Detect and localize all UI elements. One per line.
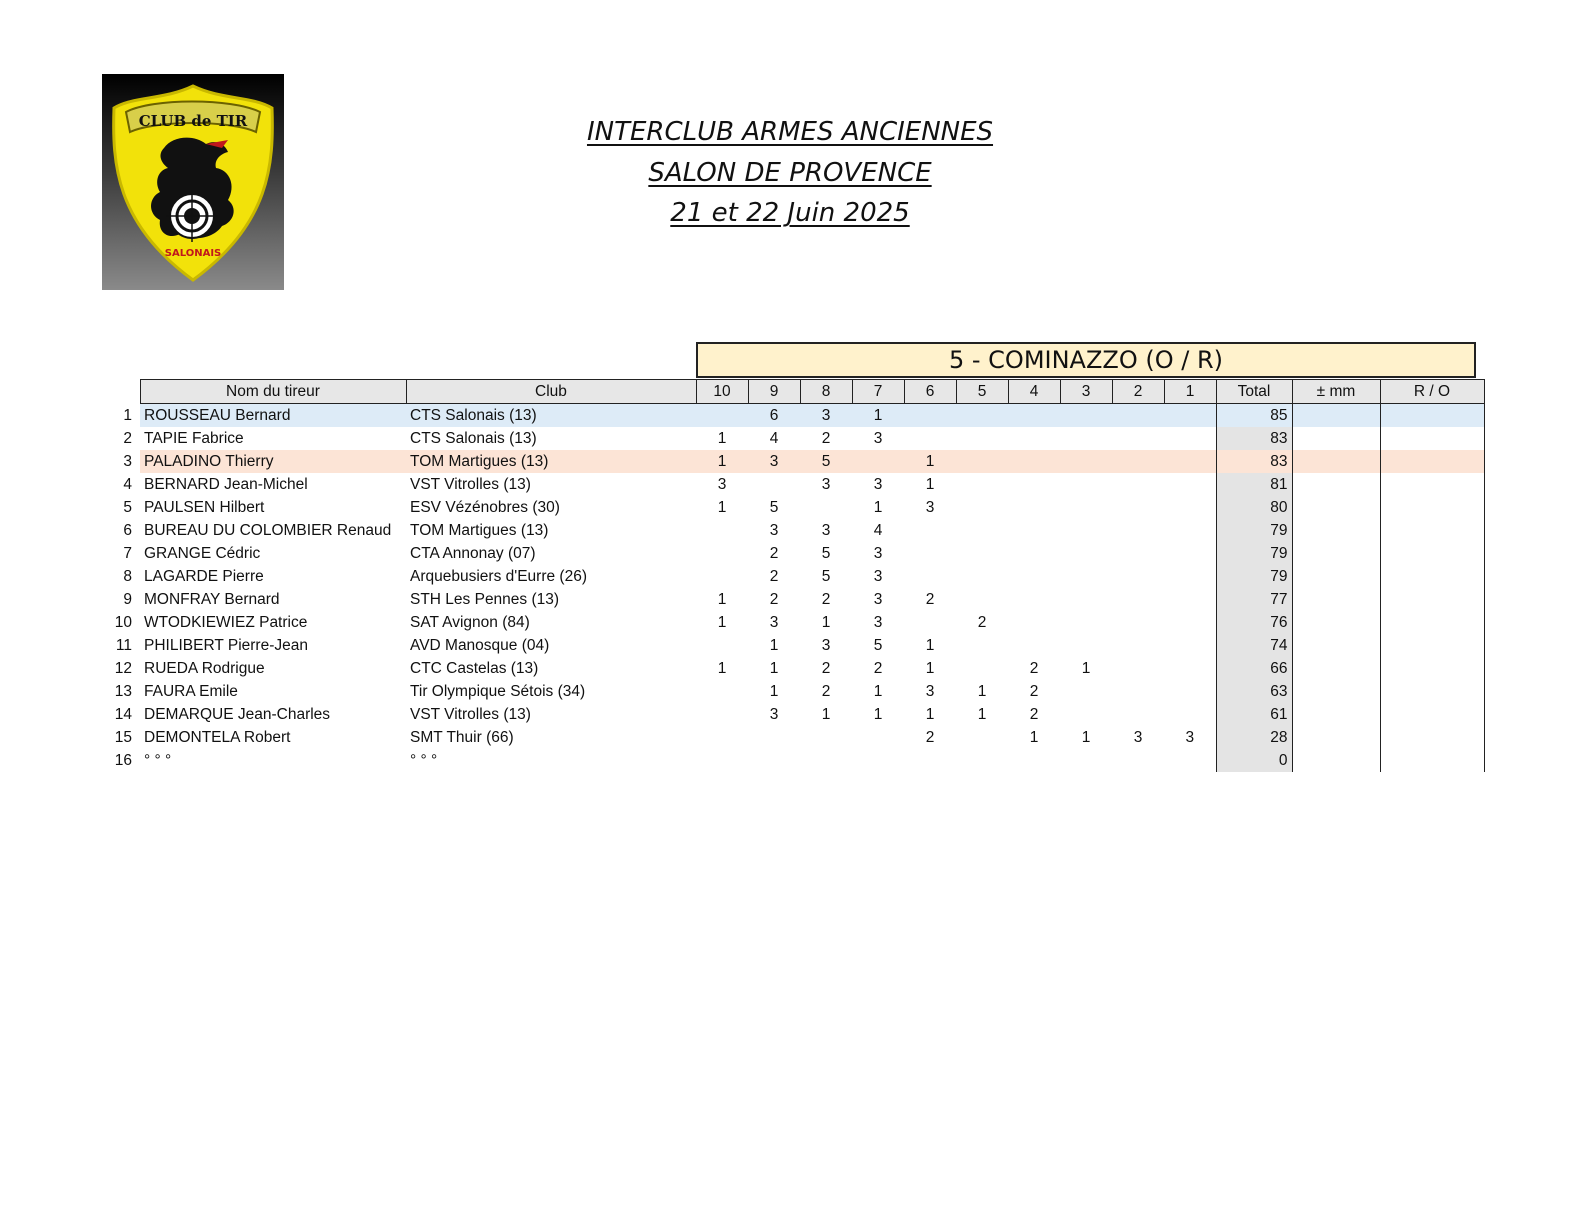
shooter-name-cell: PHILIBERT Pierre-Jean: [144, 637, 308, 654]
points-cell: 3: [748, 450, 800, 473]
club-cell: TOM Martigues (13): [406, 450, 696, 473]
table-row: [110, 542, 1484, 565]
mm-cell: [1292, 749, 1380, 772]
mm-cell: [1292, 565, 1380, 588]
mm-cell: [1292, 657, 1380, 680]
table-row: [110, 680, 1484, 703]
rank-cell: 2: [123, 430, 132, 447]
club-cell: CTS Salonais (13): [406, 404, 696, 428]
rank-cell: 3: [123, 453, 132, 470]
points-cell: [1060, 634, 1112, 657]
points-cell: 1: [852, 404, 904, 428]
points-cell: 3: [717, 476, 727, 493]
points-cell: [1060, 749, 1112, 772]
points-cell: [748, 726, 800, 749]
points-cell: [1008, 565, 1060, 588]
points-cell: [1008, 542, 1060, 565]
ro-cell: [1380, 703, 1484, 726]
shooter-name-cell: ° ° °: [144, 752, 172, 769]
points-cell: [696, 703, 748, 726]
club-cell: ESV Vézénobres (30): [410, 499, 560, 516]
points-cell: 3: [821, 637, 831, 654]
document-header: [540, 112, 1040, 234]
event-title: INTERCLUB ARMES ANCIENNES: [586, 117, 994, 147]
points-cell: 5: [821, 568, 831, 585]
club-cell: STH Les Pennes (13): [410, 591, 560, 608]
category-title: 5 - COMINAZZO (O / R): [696, 342, 1476, 378]
mm-cell: [1292, 611, 1380, 634]
header-points-1: 1: [1164, 380, 1216, 404]
ro-cell: [1380, 588, 1484, 611]
total-cell: 61: [1216, 703, 1292, 726]
total-cell: 83: [1216, 427, 1292, 450]
points-cell: [956, 450, 1008, 473]
points-cell: 3: [873, 614, 883, 631]
points-cell: 3: [1133, 729, 1143, 746]
mm-cell: [1292, 680, 1380, 703]
points-cell: [1008, 519, 1060, 542]
shooter-name-cell: WTODKIEWIEZ Patrice: [144, 614, 308, 631]
table-row: [110, 703, 1484, 726]
points-cell: [1008, 404, 1060, 428]
points-cell: [1008, 588, 1060, 611]
points-cell: 3: [925, 683, 935, 700]
points-cell: [956, 749, 1008, 772]
points-cell: [1060, 611, 1112, 634]
points-cell: 3: [769, 522, 779, 539]
points-cell: [1164, 634, 1216, 657]
club-cell: SAT Avignon (84): [410, 614, 530, 631]
rank-cell: 13: [114, 683, 132, 700]
points-cell: [904, 427, 956, 450]
points-cell: [800, 726, 852, 749]
points-cell: [1112, 496, 1164, 519]
header-points-5: 5: [956, 380, 1008, 404]
event-location: SALON DE PROVENCE: [648, 157, 932, 188]
points-cell: [1060, 450, 1112, 473]
points-cell: 3: [769, 706, 779, 723]
shooter-name-cell: PAULSEN Hilbert: [144, 499, 265, 516]
points-cell: [1164, 588, 1216, 611]
rank-cell: 8: [123, 568, 132, 585]
points-cell: 3: [873, 568, 883, 585]
points-cell: [1164, 611, 1216, 634]
table-row: [110, 450, 1484, 473]
points-cell: [1164, 680, 1216, 703]
points-cell: [1164, 542, 1216, 565]
header-points-10: 10: [696, 380, 748, 404]
header-points-4: 4: [1008, 380, 1060, 404]
club-cell: Tir Olympique Sétois (34): [410, 683, 586, 700]
points-cell: 3: [800, 404, 852, 428]
points-cell: 1: [925, 660, 935, 677]
points-cell: 1: [821, 706, 831, 723]
points-cell: 2: [873, 660, 883, 677]
event-date: 21 et 22 Juin 2025: [670, 198, 910, 228]
club-cell: CTC Castelas (13): [410, 660, 539, 677]
header-mm: ± mm: [1292, 380, 1380, 404]
total-cell: 83: [1216, 450, 1292, 473]
points-cell: [956, 427, 1008, 450]
total-cell: 79: [1216, 565, 1292, 588]
points-cell: 3: [821, 476, 831, 493]
mm-cell: [1292, 634, 1380, 657]
points-cell: [1060, 703, 1112, 726]
club-cell: VST Vitrolles (13): [410, 476, 531, 493]
header-ro: R / O: [1380, 380, 1484, 404]
club-cell: CTA Annonay (07): [410, 545, 536, 562]
points-cell: 1: [717, 591, 727, 608]
points-cell: [1008, 496, 1060, 519]
mm-cell: [1292, 519, 1380, 542]
points-cell: 2: [769, 591, 779, 608]
points-cell: 2: [821, 683, 831, 700]
total-cell: 28: [1216, 726, 1292, 749]
points-cell: [904, 404, 956, 428]
rank-cell: 16: [114, 752, 132, 769]
points-cell: [696, 565, 748, 588]
points-cell: 1: [717, 614, 727, 631]
total-cell: 79: [1216, 542, 1292, 565]
points-cell: [1164, 749, 1216, 772]
ro-cell: [1380, 611, 1484, 634]
points-cell: [1008, 427, 1060, 450]
shooter-name-cell: MONFRAY Bernard: [144, 591, 280, 608]
header-points-2: 2: [1112, 380, 1164, 404]
points-cell: [1164, 427, 1216, 450]
ro-cell: [1380, 496, 1484, 519]
points-cell: [852, 749, 904, 772]
table-row: [110, 657, 1484, 680]
points-cell: 1: [873, 706, 883, 723]
points-cell: [1060, 496, 1112, 519]
points-cell: [696, 634, 748, 657]
shooter-name-cell: ROUSSEAU Bernard: [140, 404, 406, 428]
header-rank: [110, 380, 140, 404]
points-cell: 1: [1029, 729, 1039, 746]
points-cell: [1164, 519, 1216, 542]
points-cell: 1: [717, 660, 727, 677]
header-points-8: 8: [800, 380, 852, 404]
total-cell: 0: [1216, 749, 1292, 772]
table-header-row: [110, 380, 1484, 404]
points-cell: [696, 404, 748, 428]
points-cell: [1112, 565, 1164, 588]
points-cell: 1: [717, 430, 727, 447]
points-cell: [1060, 680, 1112, 703]
points-cell: [904, 611, 956, 634]
total-cell: 85: [1216, 404, 1292, 428]
points-cell: 1: [769, 683, 779, 700]
header-points-6: 6: [904, 380, 956, 404]
points-cell: [1164, 450, 1216, 473]
table-row: [110, 588, 1484, 611]
points-cell: [956, 726, 1008, 749]
total-cell: 81: [1216, 473, 1292, 496]
points-cell: [1112, 519, 1164, 542]
points-cell: [1164, 565, 1216, 588]
points-cell: [956, 496, 1008, 519]
points-cell: [904, 565, 956, 588]
points-cell: [1060, 565, 1112, 588]
rank-cell: 11: [115, 637, 132, 654]
points-cell: [904, 749, 956, 772]
points-cell: [1008, 634, 1060, 657]
points-cell: 3: [1185, 729, 1195, 746]
points-cell: 3: [873, 476, 883, 493]
shooter-name-cell: PALADINO Thierry: [140, 450, 406, 473]
table-row: [110, 565, 1484, 588]
points-cell: [800, 749, 852, 772]
points-cell: [1164, 496, 1216, 519]
points-cell: [1112, 427, 1164, 450]
mm-cell: [1292, 496, 1380, 519]
points-cell: 1: [873, 499, 883, 516]
table-row: [110, 473, 1484, 496]
rank-cell: 1: [123, 406, 132, 424]
points-cell: [1112, 542, 1164, 565]
points-cell: [956, 519, 1008, 542]
shooter-name-cell: RUEDA Rodrigue: [144, 660, 265, 677]
points-cell: 1: [1081, 660, 1091, 677]
rank-cell: 10: [114, 614, 132, 631]
points-cell: 3: [873, 430, 883, 447]
points-cell: [956, 588, 1008, 611]
points-cell: [1112, 450, 1164, 473]
table-row: [110, 634, 1484, 657]
ro-cell: [1380, 657, 1484, 680]
points-cell: [696, 726, 748, 749]
header-total: Total: [1216, 380, 1292, 404]
points-cell: 2: [925, 729, 935, 746]
rank-cell: 15: [114, 729, 132, 746]
points-cell: [696, 749, 748, 772]
points-cell: [748, 749, 800, 772]
shooter-name-cell: DEMARQUE Jean-Charles: [144, 706, 331, 723]
ro-cell: [1380, 565, 1484, 588]
total-cell: 79: [1216, 519, 1292, 542]
points-cell: 2: [1029, 706, 1039, 723]
club-cell: VST Vitrolles (13): [410, 706, 531, 723]
club-cell: Arquebusiers d'Eurre (26): [410, 568, 587, 585]
points-cell: 3: [873, 591, 883, 608]
points-cell: [1164, 657, 1216, 680]
points-cell: [1112, 703, 1164, 726]
ro-cell: [1380, 680, 1484, 703]
ro-cell: [1380, 473, 1484, 496]
rank-cell: 4: [123, 476, 132, 493]
total-cell: 76: [1216, 611, 1292, 634]
points-cell: [1008, 473, 1060, 496]
points-cell: [696, 542, 748, 565]
total-cell: 66: [1216, 657, 1292, 680]
points-cell: 2: [769, 545, 779, 562]
table-row: [110, 427, 1484, 450]
mm-cell: [1292, 450, 1380, 473]
club-cell: AVD Manosque (04): [410, 637, 550, 654]
ro-cell: [1380, 542, 1484, 565]
ro-cell: [1380, 749, 1484, 772]
points-cell: 3: [873, 545, 883, 562]
total-cell: 63: [1216, 680, 1292, 703]
points-cell: 4: [769, 430, 779, 447]
points-cell: [1112, 680, 1164, 703]
points-cell: [956, 565, 1008, 588]
points-cell: [1112, 588, 1164, 611]
points-cell: 2: [821, 430, 831, 447]
table-row: [110, 404, 1484, 428]
points-cell: 1: [1081, 729, 1091, 746]
points-cell: [1008, 749, 1060, 772]
points-cell: [1112, 404, 1164, 428]
logo-bottom-text: SALONAIS: [164, 248, 222, 259]
points-cell: 1: [977, 683, 987, 700]
points-cell: [904, 542, 956, 565]
mm-cell: [1292, 427, 1380, 450]
points-cell: [904, 519, 956, 542]
points-cell: [1008, 450, 1060, 473]
points-cell: 2: [821, 591, 831, 608]
points-cell: [1112, 473, 1164, 496]
shooter-name-cell: LAGARDE Pierre: [144, 568, 264, 585]
points-cell: 2: [769, 568, 779, 585]
ro-cell: [1380, 634, 1484, 657]
points-cell: [852, 726, 904, 749]
points-cell: 5: [873, 637, 883, 654]
points-cell: [696, 519, 748, 542]
points-cell: 3: [925, 499, 935, 516]
club-logo: [102, 74, 284, 290]
total-cell: 77: [1216, 588, 1292, 611]
points-cell: [956, 657, 1008, 680]
table-row: [110, 496, 1484, 519]
header-points-9: 9: [748, 380, 800, 404]
club-shield-lion-target-icon: [102, 74, 284, 290]
points-cell: 1: [873, 683, 883, 700]
points-cell: 1: [821, 614, 831, 631]
points-cell: [1164, 703, 1216, 726]
logo-top-text: CLUB de TIR: [138, 112, 248, 130]
points-cell: [956, 404, 1008, 428]
points-cell: [1112, 634, 1164, 657]
header-points-3: 3: [1060, 380, 1112, 404]
ro-cell: [1380, 427, 1484, 450]
points-cell: [748, 473, 800, 496]
shooter-name-cell: GRANGE Cédric: [144, 545, 261, 562]
rank-cell: 14: [114, 706, 132, 723]
rank-cell: 6: [123, 522, 132, 539]
points-cell: 5: [821, 545, 831, 562]
points-cell: [1112, 657, 1164, 680]
header-name: Nom du tireur: [140, 380, 406, 404]
results-table: [110, 379, 1485, 772]
points-cell: 2: [1029, 683, 1039, 700]
table-row: [110, 611, 1484, 634]
points-cell: [1060, 427, 1112, 450]
table-row: [110, 726, 1484, 749]
points-cell: 2: [821, 660, 831, 677]
mm-cell: [1292, 473, 1380, 496]
club-cell: ° ° °: [410, 752, 438, 769]
total-cell: 74: [1216, 634, 1292, 657]
points-cell: [1060, 588, 1112, 611]
club-cell: SMT Thuir (66): [410, 729, 514, 746]
points-cell: 1: [717, 499, 727, 516]
points-cell: [956, 473, 1008, 496]
rank-cell: 5: [123, 499, 132, 516]
mm-cell: [1292, 726, 1380, 749]
rank-cell: 12: [114, 660, 132, 677]
shooter-name-cell: BUREAU DU COLOMBIER Renaud: [144, 522, 392, 539]
points-cell: 6: [748, 404, 800, 428]
points-cell: [1060, 473, 1112, 496]
club-cell: CTS Salonais (13): [410, 430, 537, 447]
ro-cell: [1380, 404, 1484, 428]
points-cell: [1060, 542, 1112, 565]
points-cell: 2: [1029, 660, 1039, 677]
mm-cell: [1292, 404, 1380, 428]
table-row: [110, 519, 1484, 542]
header-points-7: 7: [852, 380, 904, 404]
points-cell: [1060, 404, 1112, 428]
rank-cell: 7: [123, 545, 132, 562]
points-cell: 2: [925, 591, 935, 608]
points-cell: 1: [925, 637, 935, 654]
points-cell: 4: [873, 522, 883, 539]
table-row: [110, 749, 1484, 772]
club-cell: TOM Martigues (13): [410, 522, 549, 539]
points-cell: 1: [925, 706, 935, 723]
points-cell: 1: [904, 450, 956, 473]
shooter-name-cell: DEMONTELA Robert: [144, 729, 291, 746]
shooter-name-cell: TAPIE Fabrice: [144, 430, 244, 447]
points-cell: 1: [769, 637, 779, 654]
ro-cell: [1380, 726, 1484, 749]
points-cell: [1112, 749, 1164, 772]
points-cell: [800, 496, 852, 519]
points-cell: 3: [821, 522, 831, 539]
total-cell: 80: [1216, 496, 1292, 519]
rank-cell: 9: [123, 591, 132, 608]
points-cell: [1164, 404, 1216, 428]
points-cell: [852, 450, 904, 473]
mm-cell: [1292, 588, 1380, 611]
points-cell: 5: [769, 499, 779, 516]
points-cell: [1164, 473, 1216, 496]
points-cell: [1060, 519, 1112, 542]
shooter-name-cell: BERNARD Jean-Michel: [144, 476, 308, 493]
points-cell: 1: [696, 450, 748, 473]
points-cell: [696, 680, 748, 703]
shooter-name-cell: FAURA Emile: [144, 683, 238, 700]
points-cell: [956, 542, 1008, 565]
points-cell: 2: [977, 614, 987, 631]
points-cell: 1: [769, 660, 779, 677]
header-club: Club: [406, 380, 696, 404]
ro-cell: [1380, 450, 1484, 473]
points-cell: [956, 634, 1008, 657]
ro-cell: [1380, 519, 1484, 542]
points-cell: 1: [977, 706, 987, 723]
points-cell: [1112, 611, 1164, 634]
points-cell: 5: [800, 450, 852, 473]
points-cell: [1008, 611, 1060, 634]
points-cell: 3: [769, 614, 779, 631]
mm-cell: [1292, 542, 1380, 565]
points-cell: 1: [925, 476, 935, 493]
mm-cell: [1292, 703, 1380, 726]
